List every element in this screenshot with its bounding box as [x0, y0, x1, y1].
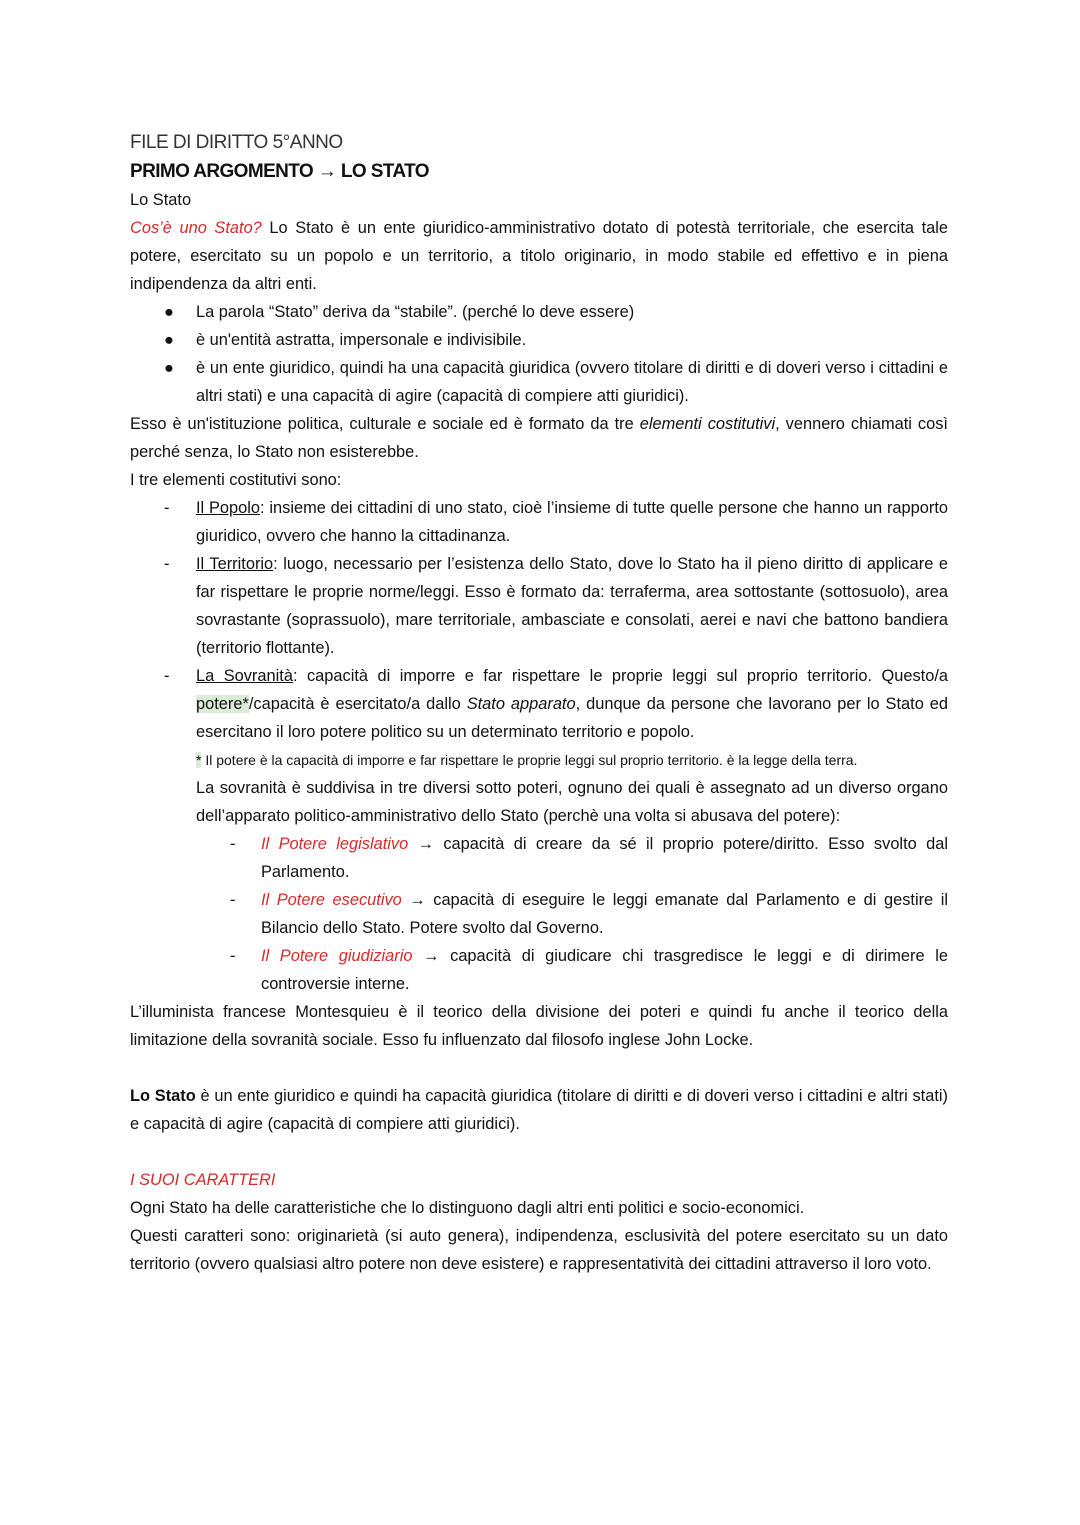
- characters-paragraph-2: Questi caratteri sono: originarietà (si auto genera), indipendenza, esclusività del potere esercitato su un dato territorio (ovvero qualsiasi altro potere non deve esistere) e rappresentatività dei cittadini attraverso il loro voto.: [130, 1227, 948, 1273]
- dash-marker: -: [164, 555, 170, 573]
- term: Il Popolo: [196, 499, 261, 517]
- elements-list: [130, 494, 948, 746]
- definition: : capacità di imporre e far rispettare le proprie leggi sul proprio territorio. Questo/a: [292, 667, 949, 685]
- power-text: → capacità di eseguire le leggi emanate dal Parlamento e di gestire il Bilancio dello Stato. Potere svolto dal Governo.: [261, 891, 948, 937]
- dash-marker: -: [164, 667, 170, 685]
- characters-heading: I SUOI CARATTERI: [130, 1171, 276, 1189]
- power-name: Il Potere esecutivo: [261, 891, 402, 909]
- definition: , dunque da persone che lavorano per lo Stato ed esercitano il loro potere politico su un determinato territorio e popolo.: [196, 695, 948, 741]
- power-name: Il Potere giudiziario: [261, 947, 413, 965]
- definition: /capacità è esercitato/a dallo: [248, 695, 467, 713]
- power-name: Il Potere legislativo: [261, 835, 409, 853]
- power-text: → capacità di giudicare chi trasgredisce le leggi e di dirimere le controversie interne.: [261, 947, 948, 993]
- bold-term: Lo Stato: [130, 1087, 196, 1105]
- power-item: [130, 942, 948, 998]
- list-item: [130, 298, 948, 326]
- bullet-list: [130, 298, 948, 410]
- emphasis: Stato apparato: [466, 695, 576, 713]
- list-item-text: La parola “Stato” deriva da “stabile”. (perché lo deve essere): [196, 303, 635, 321]
- document-page: [130, 128, 948, 1278]
- text: è un ente giuridico e quindi ha capacità giuridica (titolare di diritti e di doveri verso i cittadini e altri stati) e capacità di agire (capacità di compiere atti giuridici).: [130, 1087, 948, 1133]
- element-territorio: [130, 550, 948, 662]
- intro-question: Cos’è uno Stato?: [130, 219, 262, 237]
- bullet-icon: ●: [164, 303, 174, 321]
- dash-marker: -: [164, 499, 170, 517]
- definition: : luogo, necessario per l’esistenza dello Stato, dove lo Stato ha il pieno diritto di applicare e far rispettare le proprie norme/leggi. Esso è formato da: terraferma, area sottostante (sottosuolo), area sovrastante (soprassuolo), mare territoriale, ambasciate e consolati, aerei e navi che battono bandiera (territorio flottante).: [196, 555, 948, 657]
- power-item: [130, 886, 948, 942]
- document-title: FILE DI DIRITTO 5°ANNO: [130, 132, 343, 153]
- powers-list: [130, 830, 948, 998]
- summary-paragraph: [130, 1082, 948, 1138]
- institution-paragraph: [130, 410, 948, 466]
- bullet-icon: ●: [164, 359, 174, 377]
- montesquieu-paragraph: L’illuminista francese Montesquieu è il teorico della divisione dei poteri e quindi fu anche il teorico della limitazione della sovranità sociale. Esso fu influenzato dal filosofo inglese John Locke.: [130, 1003, 948, 1049]
- power-item: [130, 830, 948, 886]
- footnote: [130, 746, 948, 774]
- topic-heading: PRIMO ARGOMENTO → LO STATO: [130, 161, 429, 182]
- element-sovranita: [130, 662, 948, 746]
- footnote-text: Il potere è la capacità di imporre e far rispettare le proprie leggi sul proprio territorio. è la legge della terra.: [201, 752, 858, 768]
- dash-marker: -: [230, 947, 236, 965]
- footnote-marker: *: [196, 752, 202, 768]
- intro-paragraph: [130, 214, 948, 298]
- emphasis: elementi costitutivi: [639, 415, 776, 433]
- term: La Sovranità: [196, 667, 293, 685]
- highlighted-term: potere*: [196, 695, 249, 713]
- bullet-icon: ●: [164, 331, 174, 349]
- term: Il Territorio: [196, 555, 274, 573]
- dash-marker: -: [230, 835, 236, 853]
- power-text: → capacità di creare da sé il proprio potere/diritto. Esso svolto dal Parlamento.: [261, 835, 948, 881]
- characters-paragraph-1: Ogni Stato ha delle caratteristiche che lo distinguono dagli altri enti politici e socio-economici.: [130, 1199, 805, 1217]
- intro-text: Lo Stato è un ente giuridico-amministrativo dotato di potestà territoriale, che esercita tale potere, esercitato su un popolo e un territorio, a titolo originario, in modo stabile ed effettivo e in piena indipendenza da altri enti.: [130, 219, 948, 293]
- list-item: [130, 326, 948, 354]
- text: Esso è un'istituzione politica, culturale e sociale ed è formato da tre: [130, 415, 640, 433]
- elements-intro: I tre elementi costitutivi sono:: [130, 471, 342, 489]
- definition: : insieme dei cittadini di uno stato, cioè l’insieme di tutte quelle persone che hanno un rapporto giuridico, ovvero che hanno la cittadinanza.: [196, 499, 948, 545]
- list-item: [130, 354, 948, 410]
- list-item-text: è un ente giuridico, quindi ha una capacità giuridica (ovvero titolare di diritti e di doveri verso i cittadini e altri stati) e una capacità di agire (capacità di compiere atti giuridici).: [196, 359, 948, 405]
- list-item-text: è un'entità astratta, impersonale e indivisibile.: [196, 331, 527, 349]
- element-popolo: [130, 494, 948, 550]
- section-subtitle: Lo Stato: [130, 191, 192, 209]
- division-paragraph: La sovranità è suddivisa in tre diversi sotto poteri, ognuno dei quali è assegnato ad un diverso organo dell’apparato politico-amministrativo dello Stato (perchè una volta si abusava del potere):: [196, 779, 948, 825]
- dash-marker: -: [230, 891, 236, 909]
- text: , vennero chiamati così perché senza, lo Stato non esisterebbe.: [130, 415, 948, 461]
